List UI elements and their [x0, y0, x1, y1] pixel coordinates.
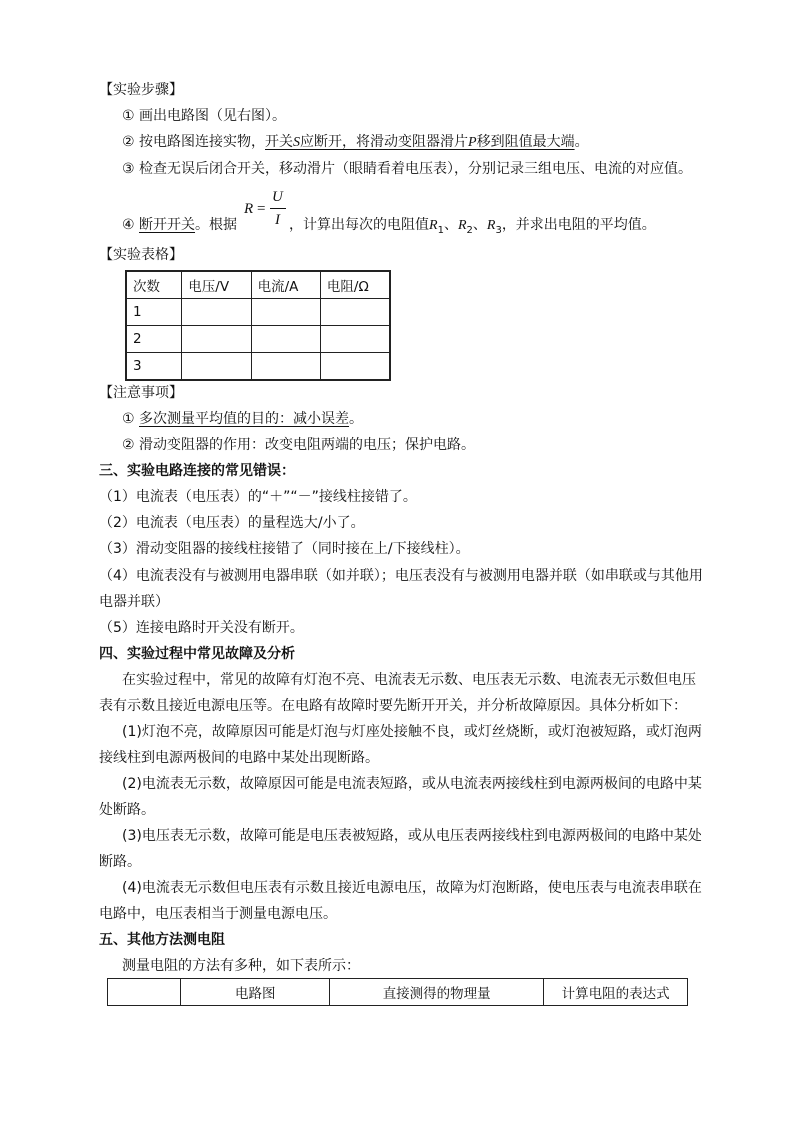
row-index: 3 [126, 353, 182, 381]
fraction-bar [270, 208, 286, 209]
section-4-line: 断路。 [99, 854, 141, 870]
step-2 [122, 132, 589, 153]
r2-subscript: 2 [466, 224, 473, 236]
cell [182, 353, 251, 381]
formula-equals: = [257, 201, 266, 217]
formula-denominator: I [275, 212, 280, 228]
section-4-line: (3)电压表无示数，故障可能是电压表被短路，或从电压表两接线柱到电源两极间的电路中某处 [122, 828, 702, 844]
notes-heading: 【注意事项】 [99, 385, 183, 401]
header-count: 次数 [126, 271, 182, 299]
step-4-number: ④ [122, 217, 140, 233]
step-2-switch: 开关 [265, 134, 294, 150]
methods-table [107, 978, 688, 1006]
note-2: ② 滑动变阻器的作用：改变电阻两端的电压；保护电路。 [122, 437, 475, 453]
r3-subscript: 3 [495, 224, 502, 236]
section-5-title: 五、其他方法测电阻 [99, 932, 225, 948]
data-table [125, 270, 391, 381]
section-4-line: 在实验过程中，常见的故障有灯泡不亮、电流表无示数、电压表无示数、电流表无示数但电压 [122, 672, 696, 688]
section-3-item: （5）连接电路时开关没有断开。 [99, 620, 304, 636]
section-3-item: （1）电流表（电压表）的“＋”“－”接线柱接错了。 [99, 489, 417, 505]
cell [320, 299, 390, 326]
table-row [126, 326, 390, 353]
methods-header-expression: 计算电阻的表达式 [544, 979, 688, 1006]
note-1-underlined: 多次测量平均值的目的：减小误差 [139, 411, 350, 427]
step-2-text: ② 按电路图连接实物， [122, 134, 266, 150]
r2-symbol: R [457, 218, 467, 233]
row-index: 2 [126, 326, 182, 353]
step-4-calc: ，计算出每次的电阻值 [289, 217, 429, 233]
table-heading: 【实验表格】 [99, 247, 183, 263]
step-2-period: 。 [574, 134, 589, 150]
step-2-max-end: 移到阻值最大端 [476, 134, 575, 150]
symbol-s: S [293, 135, 301, 150]
steps-heading: 【实验步骤】 [99, 82, 183, 98]
section-5-intro: 测量电阻的方法有多种，如下表所示： [122, 958, 360, 974]
formula-r: R [244, 201, 254, 217]
header-current: 电流/A [251, 271, 320, 299]
section-4-line: 处断路。 [99, 802, 155, 818]
methods-header-row [108, 979, 688, 1006]
table-row [126, 353, 390, 381]
r3-symbol: R [486, 218, 496, 233]
methods-header-blank [108, 979, 181, 1006]
step-2-underlined [265, 134, 575, 150]
section-3-item-cont: 电器并联） [99, 594, 169, 610]
section-4-line: 表有示数且接近电源电压等。在电路有故障时要先断开开关，并分析故障原因。具体分析如下： [99, 698, 687, 714]
step-4 [122, 215, 237, 235]
methods-header-circuit: 电路图 [181, 979, 330, 1006]
formula-numerator: U [272, 189, 283, 205]
note-1 [122, 409, 363, 429]
cell [320, 353, 390, 381]
step-4-rest [289, 215, 656, 241]
r1-symbol: R [429, 218, 438, 233]
section-4-line: 接线柱到电源两极间的电路中某处出现断路。 [99, 750, 379, 766]
step-3: ③ 检查无误后闭合开关，移动滑片（眼睛看着电压表），分别记录三组电压、电流的对应值。 [122, 161, 692, 177]
cell [251, 326, 320, 353]
section-4-line: 电路中，电压表相当于测量电源电压。 [99, 906, 337, 922]
header-voltage: 电压/V [182, 271, 251, 299]
cell [320, 326, 390, 353]
row-index: 1 [126, 299, 182, 326]
section-3-item: （4）电流表没有与被测用电器串联（如并联）；电压表没有与被测用电器并联（如串联或与其他用 [99, 568, 703, 584]
section-4-line: (4)电流表无示数但电压表有示数且接近电源电压，故障为灯泡断路，使电压表与电流表串联在 [122, 880, 702, 896]
section-3-title: 三、实验电路连接的常见错误： [99, 463, 295, 479]
table-row [126, 299, 390, 326]
section-3-item: （2）电流表（电压表）的量程选大/小了。 [99, 515, 365, 531]
step-4-according: 。根据 [195, 217, 238, 233]
section-4-line: (2)电流表无示数，故障原因可能是电流表短路，或从电流表两接线柱到电源两极间的电路中某 [122, 776, 702, 792]
step-1: ① 画出电路图（见右图）。 [122, 108, 287, 124]
step-4-average: ，并求出电阻的平均值。 [501, 217, 656, 233]
cell [251, 353, 320, 381]
section-4-line: (1)灯泡不亮，故障原因可能是灯泡与灯座处接触不良，或灯丝烧断，或灯泡被短路，或灯泡两 [122, 724, 702, 740]
cell [182, 326, 251, 353]
note-1-number: ① [122, 411, 140, 427]
step-2-disconnect: 应断开，将滑动变阻器滑片 [300, 134, 469, 150]
table-header-row [126, 271, 390, 299]
note-1-period: 。 [349, 411, 364, 427]
header-resistance: 电阻/Ω [320, 271, 390, 299]
cell [251, 299, 320, 326]
section-4-title: 四、实验过程中常见故障及分析 [99, 646, 295, 662]
separator-1: 、 [443, 217, 458, 233]
symbol-p: P [468, 135, 477, 150]
methods-header-measured: 直接测得的物理量 [330, 979, 544, 1006]
section-3-item: （3）滑动变阻器的接线柱接错了（同时接在上/下接线柱）。 [99, 541, 470, 557]
step-4-open-switch: 断开开关 [139, 217, 196, 233]
cell [182, 299, 251, 326]
separator-2: 、 [472, 217, 487, 233]
r1-subscript: 1 [437, 224, 444, 236]
